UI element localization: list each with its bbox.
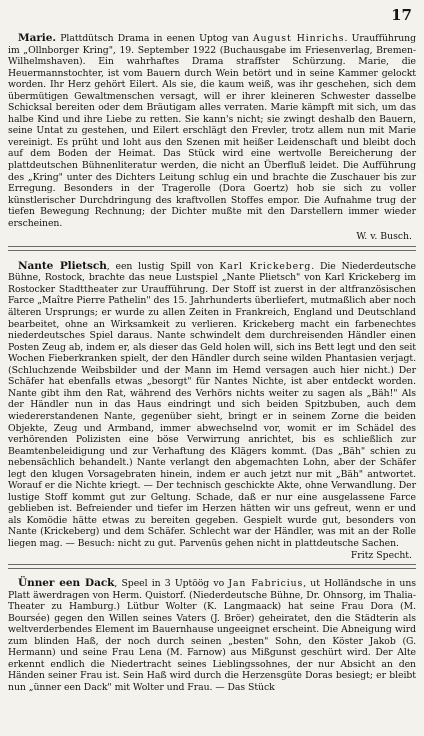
review-intro: , Speel in 3 Uptöög vo (114, 578, 229, 590)
review-intro: , een lustig Spill von (106, 260, 220, 272)
review-paragraph (8, 261, 416, 550)
review-paragraph (8, 578, 416, 693)
review-title: Ünner een Dack (18, 577, 115, 590)
review-author: Karl Krickeberg (219, 260, 312, 272)
review-nante-plietsch (8, 261, 416, 569)
review-title: Nante Plietsch (18, 259, 107, 272)
section-divider (8, 564, 416, 569)
section-divider (8, 246, 416, 251)
review-marie (8, 33, 416, 251)
review-author: August Hinrichs (253, 33, 345, 44)
review-body: . Die Niederdeutsche Bühne, Rostock, brachte das neue Lustspiel „Nante Plietsch" von Karl Krickeberg im Rostocker Stadttheater zur Uraufführung. Der Stoff ist zuerst in der altfranzösischen Farce „Maître Pierre Pathelin" des 15. Jahrhunderts überliefert, mutmaßlich aber noch älteren Ursprungs; er wurde zu allen Zeiten in Frankreich, England und Deutschland bearbeitet, ohne an Wirksamkeit zu verlieren. Krickeberg macht ein farbenechtes niederdeutsches Spiel daraus. Nante schwindelt dem durchreisenden Händler einen Posten Zeug ab, indem er, als dieser das Geld holen will, sich ins Bett legt und den seit Wochen Fieberkranken spielt, der den Händler durch seine wilden Phantasien verjagt. (Schluchzende Weibsbilder und der Mann im Hemd versagen auch hier nicht.) Der Schäfer hat ebenfalls etwas „besorgt" für Nantes Nichte, ist aber entdeckt worden. Nante gibt ihm den Rat, während des Verhörs nichts weiter zu sagen als „Bäh!" Als der Händler nun in das Haus eindringt und sich beiden Spitzbuben, auch dem wiedererstandenen Nante, gegenüber sieht, bringt er in seinem Zorne die beiden Objekte, Zeug und Armband, immer abwechselnd vor, womit er im Schädel des verhörenden Polizisten eine böse Verwirrung anrichtet, bis es schließlich zur Beamtenbeleidigung und zur Verhaftung des Klägers kommt. (Das „Bäh" schien zu nebensächlich behandelt.) Nante verlangt den abgemachten Lohn, aber der Schäfer legt den klugen Vorsagebraten hinein, indem er auch jetzt nur mit „Bäh" antwortet. Worauf er die Nichte kriegt. — Der technisch geschickte Akte, ohne Verwandlung. Der lustige Stoff kommt gut zur Geltung. Schade, daß er nur eine ausgelassene Farce geblieben ist. Befreiender und tiefer im Herzen hätten wir uns gefreut, wenn er und als Komödie hätte etwas zu bereiten gegeben. Gespielt wurde gut, besonders von Nante (Krickeberg) und dem Schäfer. Schlecht war der Händler, was mit an der Rolle liegen mag. — Besuch: nicht zu gut. Parvenüs gehen nicht in plattdeutsche Sachen. (8, 260, 416, 549)
review-body: , ut Holländsche in uns Platt äwerdragen von Herm. Quistorf. (Niederdeutsche Bühne, Dr. Ohnsorg, im Thalia-Theater zu Hamburg.) Lütbur Wolter (K. Langmaack) hat seine Frau Dora (M. Boursée) gegen den Willen seines Vaters (J. Bröer) geheiratet, den die Städterin als weltverderbendes Element im Bauernhause ungeeignet erscheint. Die Abneigung wird zum blinden Haß, der noch durch seinen „besten" Sohn, den Köster Jakob (G. Hermann) und seine Frau Lena (M. Farnow) aus Mißgunst geschürt wird. Der Alte erkennt endlich die Niedertracht seines Lieblingssohnes, der nur Absicht an den Händen seiner Frau ist. Sein Haß wird durch die Herzensgüte Doras besiegt; er bleibt nun „ünner een Dack" mit Wolter und Frau. — Das Stück (8, 578, 416, 693)
review-title: Marie. (18, 32, 56, 44)
review-signature: Fritz Specht. (350, 549, 412, 561)
review-intro: Plattdütsch Drama in eenen Uptog van (55, 33, 254, 44)
review-author: Jan Fabricius (228, 578, 304, 590)
review-body: . Uraufführung im „Ollnborger Kring", 19. September 1922 (Buchausgabe im Friesenverlag, Bremen-Wilhelmshaven). Ein wahrhaftes Drama straffster Schürzung. Marie, die Heuermannstochter, ist vom Bauern durch Wein betört und in seine Kammer gelockt worden. Ihr Herz gehört Eilert. Als sie, die kaum weiß, was ihr geschehen, sich dem übermütigen Gewaltmenschen versagt, will er ihrer kleineren Schwester dasselbe Schicksal bereiten oder dem Bräutigam alles verraten. Marie kämpft mit sich, um das halbe Kind und ihre Liebe zu retten. Sie kann's nicht; sie zwingt deshalb den Bauern, seine Untat zu gestehen, und Eilert erschlägt den Frevler, trotz allem nun mit Marie vereinigt. Es prüht und loht aus den Szenen mit heißer Leidenschaft und bleibt doch auf dem Boden der Heimat. Das Stück wird eine wertvolle Bereicherung der plattdeutschen Bühnenliteratur werden, die nicht an Überfluß leidet. Die Aufführung des „Kring" unter des Dichters Leitung schlug ein und brachte die Zuschauer bis zur Erregung. Besonders in der Tragerolle (Dora Goertz) hob sie sich zu voller künstlerischer Durchdringung des kraftvollen Stoffes empor. Die Aufnahme trug der tiefen Bewegung Rechnung; der Dichter mußte mit den Darstellern immer wieder erscheinen. (8, 33, 417, 229)
review-paragraph (8, 33, 416, 229)
review-signature: W. v. Busch. (356, 231, 412, 243)
review-unner-een-dack (8, 578, 416, 693)
page-number: 17 (391, 6, 412, 24)
